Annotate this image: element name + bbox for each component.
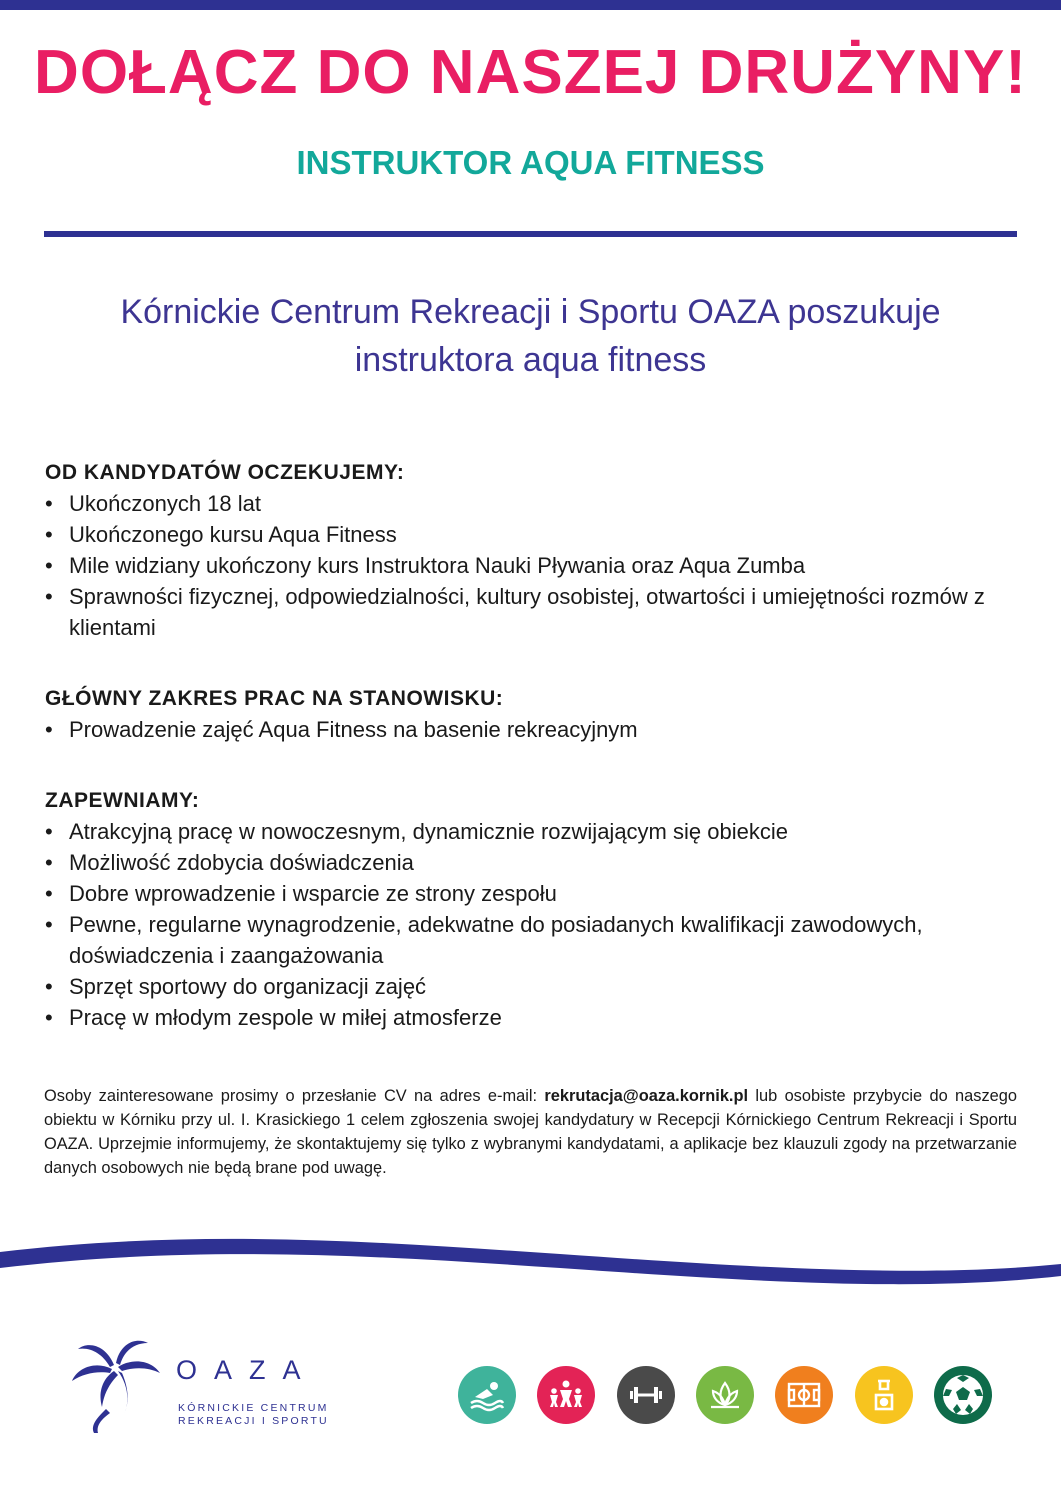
list-item: • Prowadzenie zajęć Aqua Fitness na basenie rekreacyjnym (45, 714, 1020, 745)
list-item: • Dobre wprowadzenie i wsparcie ze strony zespołu (45, 878, 1020, 909)
activity-icons (458, 1366, 998, 1424)
instructions-text-start: Osoby zainteresowane prosimy o przesłanie CV na adres e-mail: (44, 1087, 545, 1105)
logo-subtitle (178, 1402, 329, 1428)
list-item: • Sprzęt sportowy do organizacji zajęć (45, 971, 1020, 1002)
list-item: • Ukończonych 18 lat (45, 488, 1020, 519)
wellness-lotus-icon (696, 1366, 754, 1424)
intro-line-2: instruktora aqua fitness (354, 341, 707, 379)
logo-subtitle-line-1: KÓRNICKIE CENTRUM (178, 1402, 329, 1414)
kids-play-icon (537, 1366, 595, 1424)
list-item: • Pewne, regularne wynagrodzenie, adekwatne do posiadanych kwalifikacji zawodowych, doświadczenia i zaangażowania (45, 909, 1020, 971)
list-item: • Sprawności fizycznej, odpowiedzialności, kultury osobistej, otwartości i umiejętności rozmów z klientami (45, 581, 1020, 643)
oaza-logo (68, 1335, 348, 1435)
job-details (45, 457, 1020, 1033)
list-item: • Mile widziany ukończony kurs Instruktora Nauki Pływania oraz Aqua Zumba (45, 550, 1020, 581)
duties-list (45, 714, 1020, 745)
offer-title: ZAPEWNIAMY: (45, 789, 200, 812)
intro-line-1: Kórnickie Centrum Rekreacji i Sportu OAZA poszukuje (120, 293, 941, 331)
logo-name: OAZA (176, 1355, 318, 1385)
palm-tree-icon (68, 1335, 164, 1435)
sports-field-icon (775, 1366, 833, 1424)
intro-text (40, 288, 1021, 384)
contact-email[interactable]: rekrutacja@oaza.kornik.pl (544, 1087, 749, 1105)
list-item: • Możliwość zdobycia doświadczenia (45, 847, 1020, 878)
application-instructions (44, 1084, 1017, 1180)
bowling-icon (855, 1366, 913, 1424)
soccer-ball-icon (934, 1366, 992, 1424)
job-position-title: INSTRUKTOR AQUA FITNESS (296, 144, 765, 181)
list-item: • Pracę w młodym zespole w miłej atmosferze (45, 1002, 1020, 1033)
swimming-icon (458, 1366, 516, 1424)
header-divider (44, 231, 1017, 237)
offer-list (45, 816, 1020, 1033)
top-accent-bar (0, 0, 1061, 10)
page-headline: DOŁĄCZ DO NASZEJ DRUŻYNY! (34, 38, 1027, 107)
list-item: • Ukończonego kursu Aqua Fitness (45, 519, 1020, 550)
instructions-text-end: lub osobiste przybycie do naszego obiektu w Kórniku przy ul. I. Krasickiego 1 celem zgłoszenia swojej kandydatury w Recepcji Kórnickiego Centrum Rekreacji i Sportu OAZA. Uprzejmie informujemy, że skontaktujemy się tylko z wybranymi kandydatami, a aplikacje bez klauzuli zgody na przetwarzanie danych osobowych nie będą brane pod uwagę. (44, 1087, 1017, 1177)
expectations-list (45, 488, 1020, 643)
logo-subtitle-line-2: REKREACJI I SPORTU (178, 1415, 329, 1427)
expectations-title: OD KANDYDATÓW OCZEKUJEMY: (45, 461, 405, 484)
decorative-wave (0, 1230, 1061, 1300)
duties-title: GŁÓWNY ZAKRES PRAC NA STANOWISKU: (45, 687, 504, 710)
list-item: • Atrakcyjną pracę w nowoczesnym, dynamicznie rozwijającym się obiekcie (45, 816, 1020, 847)
gym-dumbbell-icon (617, 1366, 675, 1424)
